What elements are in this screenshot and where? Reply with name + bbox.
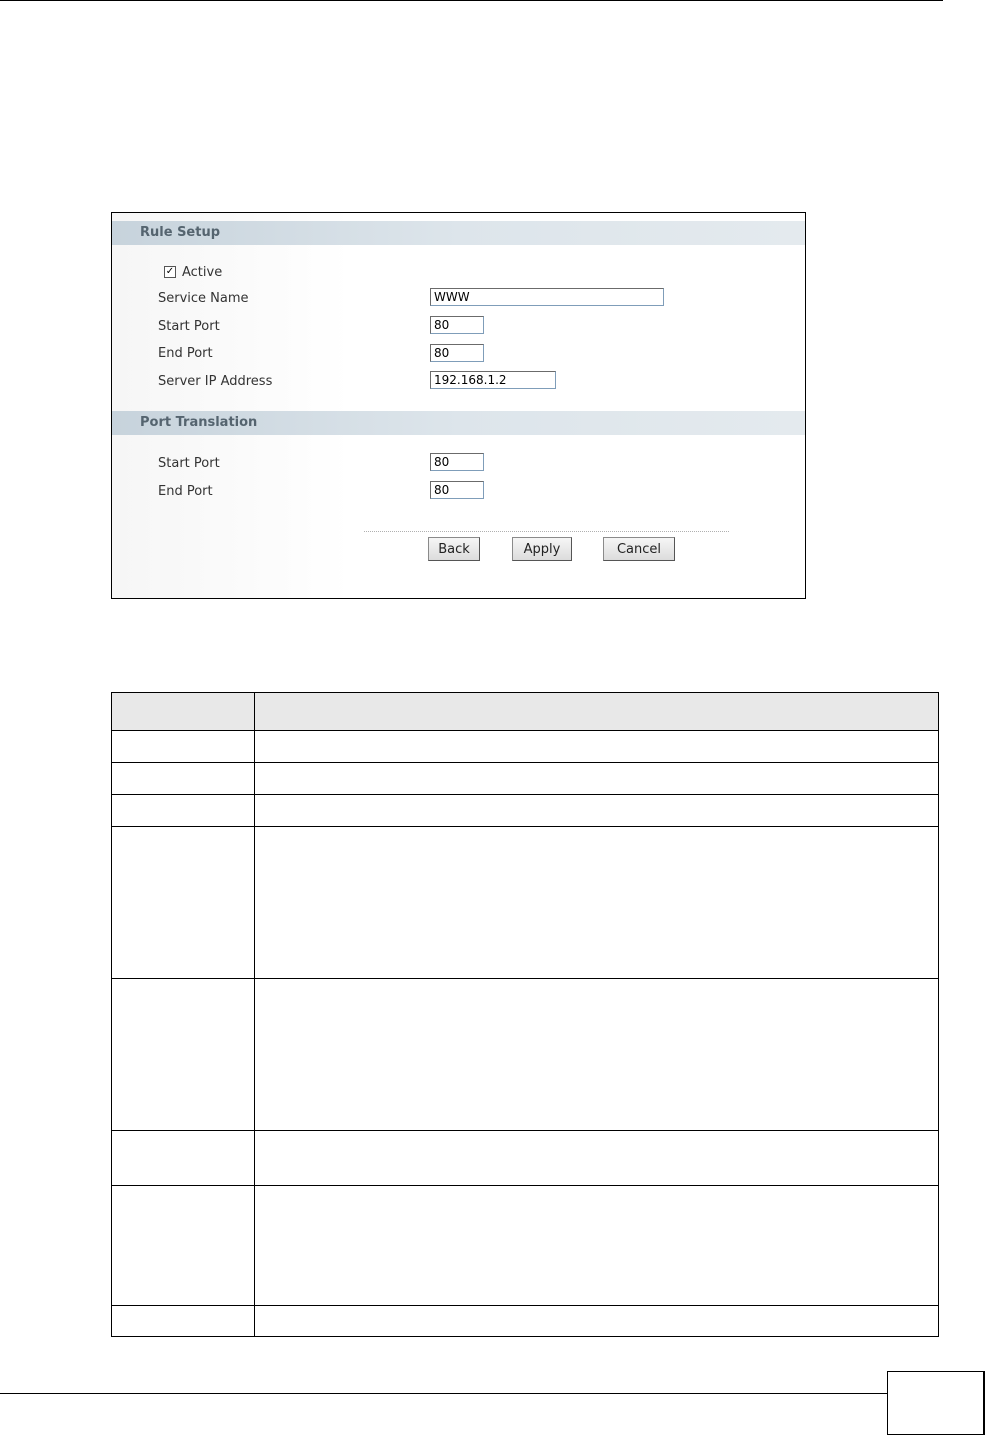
table-cell (112, 731, 255, 763)
table-cell (255, 1131, 939, 1186)
translation-start-port-label: Start Port (158, 456, 220, 471)
header-rule (0, 0, 943, 1)
apply-button[interactable]: Apply (512, 537, 572, 561)
end-port-input[interactable] (430, 344, 484, 362)
table-row (112, 1131, 939, 1186)
port-translation-header (112, 411, 805, 435)
footer-rule (0, 1393, 887, 1394)
page-number-box (887, 1371, 985, 1435)
translation-end-port-input[interactable] (430, 481, 484, 499)
start-port-input[interactable] (430, 316, 484, 334)
table-cell (255, 979, 939, 1131)
port-translation-title: Port Translation (140, 415, 258, 430)
table-cell (112, 979, 255, 1131)
table-row (112, 763, 939, 795)
table-cell (112, 795, 255, 827)
translation-end-port-label: End Port (158, 484, 213, 499)
table-cell (112, 1306, 255, 1337)
nat-rule-edit-screen (111, 212, 806, 599)
rule-setup-header (112, 221, 805, 245)
rule-setup-title: Rule Setup (140, 225, 221, 240)
table-cell (255, 827, 939, 979)
table-row (112, 1306, 939, 1337)
table-cell (112, 827, 255, 979)
table-row (112, 979, 939, 1131)
table-row (112, 795, 939, 827)
table-cell (112, 763, 255, 795)
table-cell (255, 795, 939, 827)
table-cell (112, 1131, 255, 1186)
translation-start-port-input[interactable] (430, 453, 484, 471)
server-ip-input[interactable] (430, 371, 556, 389)
table-cell (112, 1186, 255, 1306)
table-header-row (112, 693, 939, 731)
table-cell (255, 731, 939, 763)
table-header-cell (255, 693, 939, 731)
service-name-input[interactable] (430, 288, 664, 306)
back-button[interactable]: Back (428, 537, 480, 561)
table-row (112, 731, 939, 763)
table-cell (255, 1306, 939, 1337)
end-port-label: End Port (158, 346, 213, 361)
service-name-label: Service Name (158, 291, 249, 306)
table-cell (255, 763, 939, 795)
table-header-cell (112, 693, 255, 731)
table-row (112, 827, 939, 979)
field-description-table (111, 692, 939, 1337)
button-divider (364, 531, 729, 532)
active-checkbox[interactable]: ✓ (165, 266, 175, 277)
start-port-label: Start Port (158, 319, 220, 334)
table-cell (255, 1186, 939, 1306)
active-label: Active (182, 265, 223, 280)
cancel-button[interactable]: Cancel (603, 537, 675, 561)
table-row (112, 1186, 939, 1306)
server-ip-label: Server IP Address (158, 374, 273, 389)
